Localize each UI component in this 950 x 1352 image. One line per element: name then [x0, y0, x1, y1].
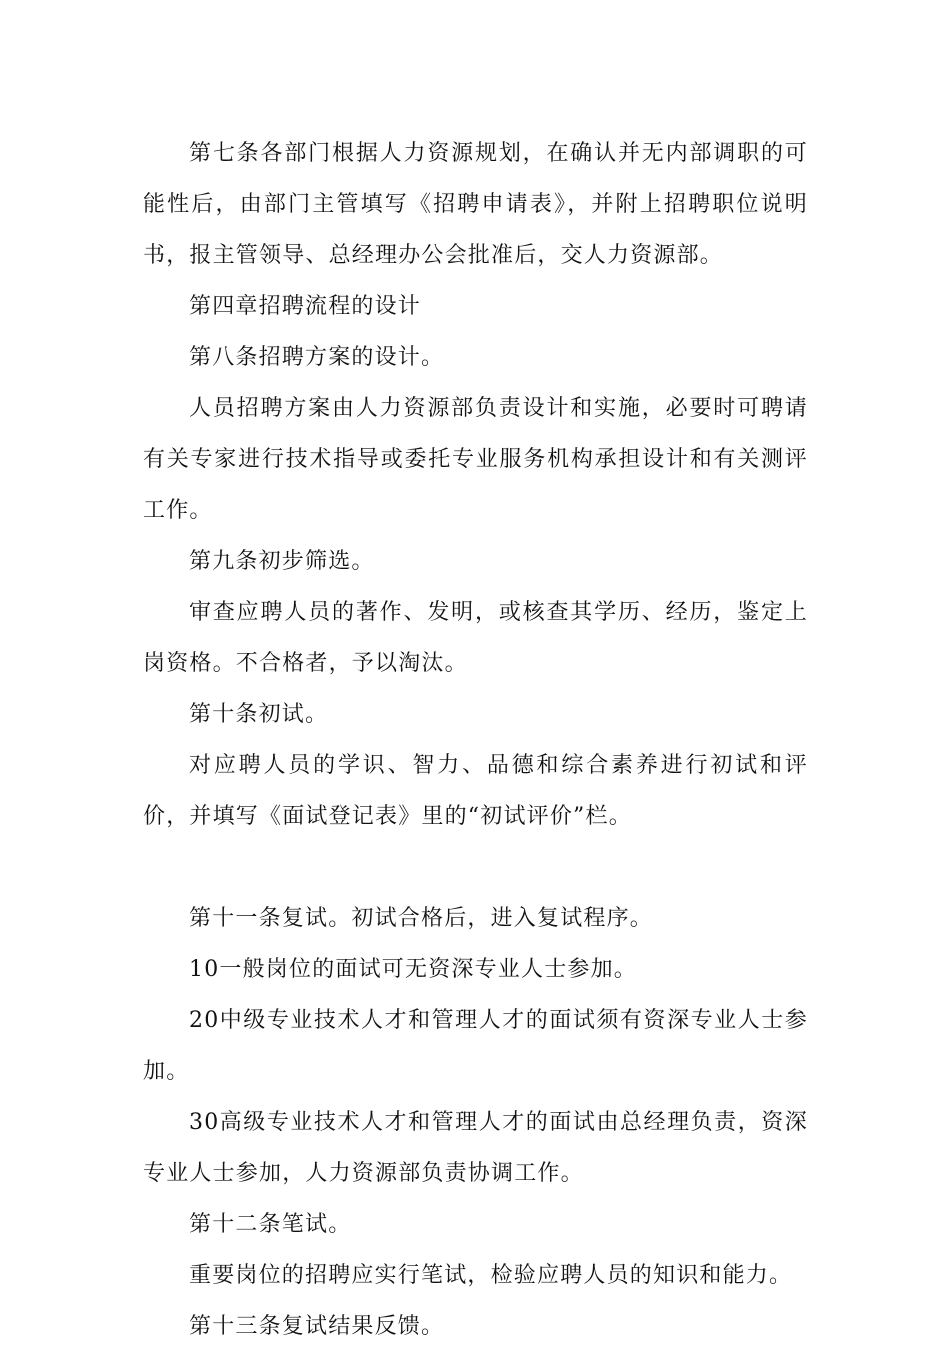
paragraph-article-10-body: 对应聘人员的学识、智力、品德和综合素养进行初试和评价，并填写《面试登记表》里的“初试评价”栏。	[143, 753, 808, 829]
article-heading-10: 第十条初试。	[189, 702, 329, 727]
paragraph-article-12-body: 重要岗位的招聘应实行笔试，检验应聘人员的知识和能力。	[189, 1263, 793, 1288]
paragraph-article-8-body: 人员招聘方案由人力资源部负责设计和实施，必要时可聘请有关专家进行技术指导或委托专业服务机构承担设计和有关测评工作。	[143, 396, 808, 523]
blank-line	[143, 842, 808, 893]
document-body	[143, 128, 808, 1352]
paragraph-article-9-body: 审查应聘人员的著作、发明，或核查其学历、经历，鉴定上岗资格。不合格者，予以淘汰。	[143, 600, 808, 676]
chapter-heading-4: 第四章招聘流程的设计	[189, 294, 422, 319]
article-heading-12: 第十二条笔试。	[189, 1212, 352, 1237]
article-heading-8: 第八条招聘方案的设计。	[189, 345, 445, 370]
list-item-3: 30高级专业技术人才和管理人才的面试由总经理负责，资深专业人士参加，人力资源部负责协调工作。	[143, 1110, 808, 1186]
list-item-2: 20中级专业技术人才和管理人才的面试须有资深专业人士参加。	[143, 1008, 808, 1084]
paragraph-article-7: 第七条各部门根据人力资源规划，在确认并无内部调职的可能性后，由部门主管填写《招聘申请表》，并附上招聘职位说明书，报主管领导、总经理办公会批准后，交人力资源部。	[143, 141, 808, 268]
article-heading-13: 第十三条复试结果反馈。	[189, 1314, 445, 1339]
article-heading-9: 第九条初步筛选。	[189, 549, 375, 574]
article-heading-11: 第十一条复试。初试合格后，进入复试程序。	[189, 906, 654, 931]
list-item-1: 10一般岗位的面试可无资深专业人士参加。	[189, 957, 637, 982]
